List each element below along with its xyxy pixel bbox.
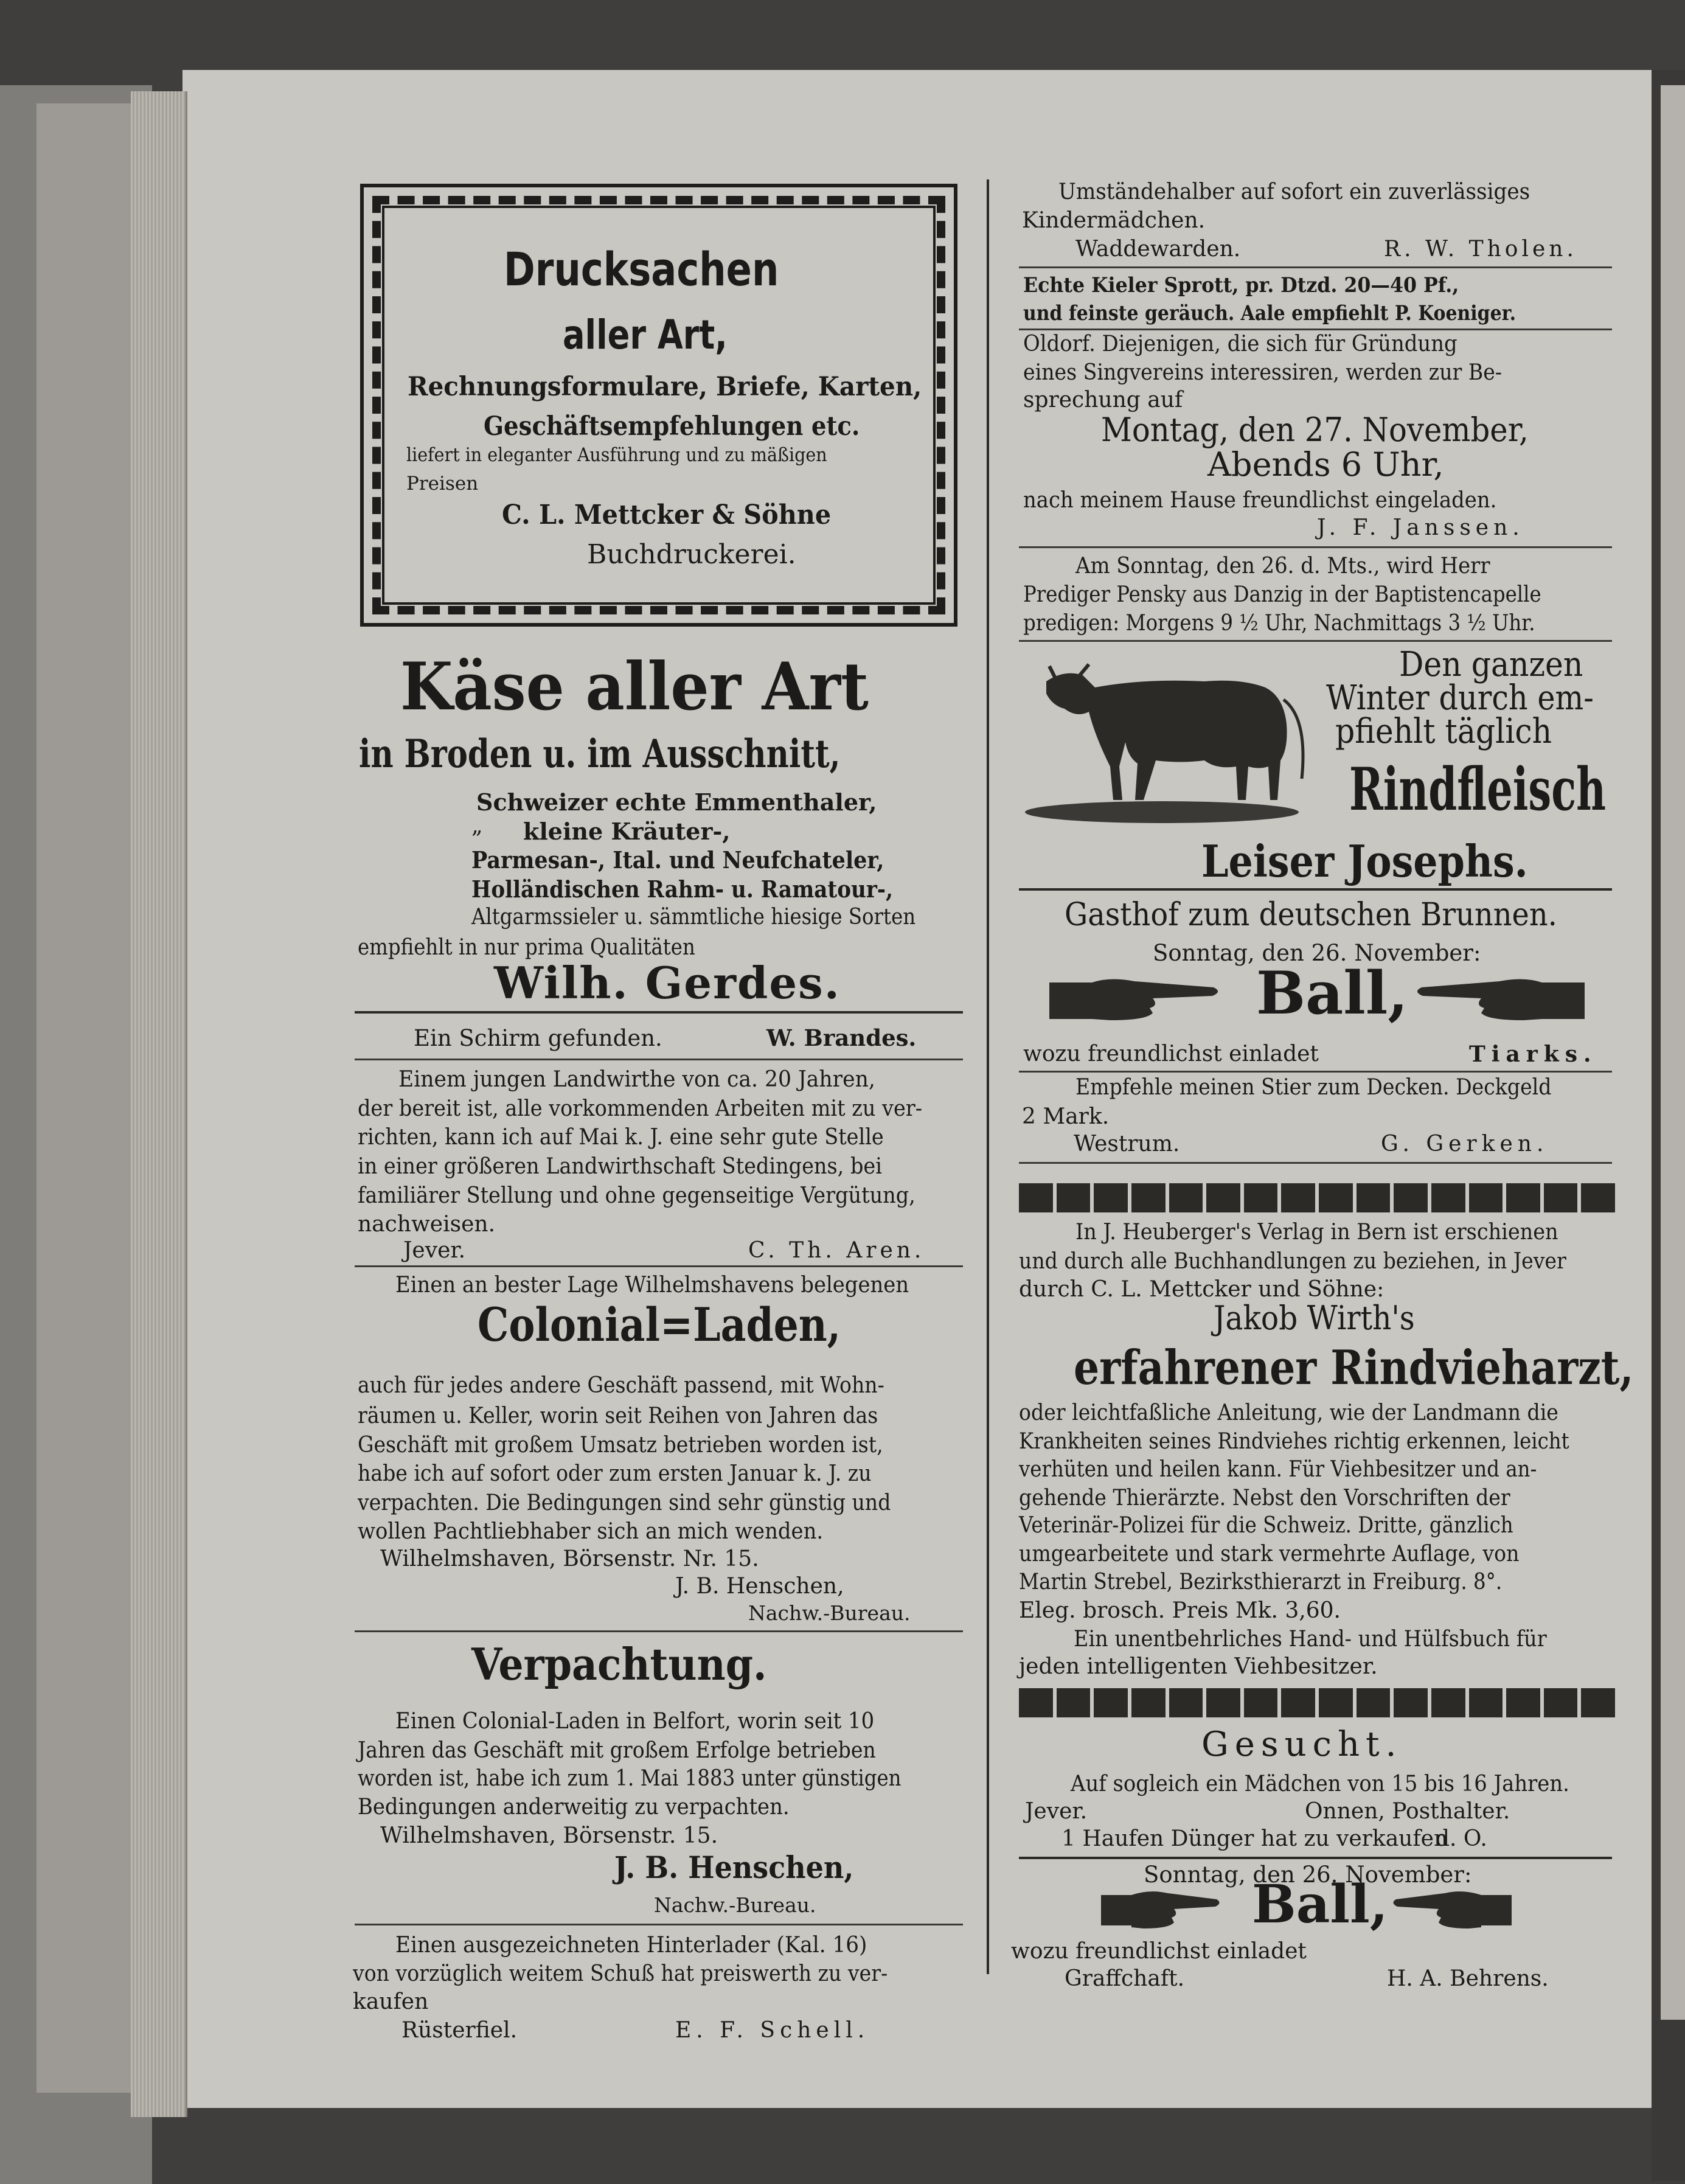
column-divider (987, 179, 989, 1974)
decorative-block-border-bottom (1019, 1688, 1615, 1717)
pointing-hand-right-icon (1101, 1886, 1223, 1935)
colonial-title: Colonial=Laden, (478, 1298, 841, 1352)
singverein-line4: nach meinem Hause freundlichst eingeladen. (1023, 488, 1497, 513)
verpachtung-line2: Jahren das Geschäft mit großem Erfolge betrieben (358, 1738, 876, 1763)
stier-place: Westrum. (1074, 1132, 1180, 1156)
kaese-title: Käse aller Art (400, 649, 869, 725)
stier-line1: Empfehle meinen Stier zum Decken. Deckgeld (1075, 1075, 1552, 1100)
ball2-name: H. A. Behrens. (1387, 1966, 1549, 1991)
landwirth-line6: nachweisen. (358, 1212, 496, 1237)
landwirth-line4: in einer größeren Landwirthschaft Stedingens, bei (358, 1154, 882, 1179)
gasthof-invite: wozu freundlichst einladet (1023, 1042, 1319, 1066)
landwirth-place: Jever. (403, 1238, 466, 1263)
separator (1019, 640, 1612, 642)
kaese-line4: Holländischen Rahm- u. Ramatour-, (471, 875, 894, 903)
drucksachen-firm: C. L. Mettcker & Söhne (502, 499, 832, 530)
separator (355, 1011, 963, 1014)
gasthof-date: Sonntag, den 26. November: (1153, 940, 1481, 966)
predigt-line3: predigen: Morgens 9 ½ Uhr, Nachmittags 3 ½ Uhr. (1023, 611, 1535, 636)
kaese-line6: empfiehlt in nur prima Qualitäten (358, 935, 695, 960)
verlag-line10: Martin Strebel, Bezirksthierarzt in Freiburg. 8°. (1019, 1570, 1503, 1595)
separator (1019, 329, 1612, 330)
colonial-line1: Einen an bester Lage Wilhelmshavens belegenen (395, 1273, 909, 1298)
kindermaedchen-place: Waddewarden. (1075, 237, 1241, 262)
colonial-line3: räumen u. Keller, worin seit Reihen von Jahren das (358, 1403, 878, 1428)
ball2-ball: Ball, (1252, 1874, 1388, 1935)
colonial-line6: verpachten. Die Bedingungen sind sehr günstig und (358, 1490, 891, 1515)
sprott-line2: und feinste geräuch. Aale empfiehlt P. Koeniger. (1023, 301, 1516, 325)
gasthof-name: Tiarks. (1469, 1042, 1597, 1067)
rind-title: Rindfleisch (1349, 755, 1606, 824)
verlag-line13: jeden intelligenten Viehbesitzer. (1019, 1654, 1378, 1679)
pointing-hand-left-icon (1414, 970, 1585, 1028)
gesucht-line2: 1 Haufen Dünger hat zu verkaufen (1061, 1826, 1448, 1851)
verlag-line2: und durch alle Buchhandlungen zu beziehen, in Jever (1019, 1249, 1566, 1274)
kaese-ditto: „ (471, 813, 483, 838)
schirm-name: W. Brandes. (766, 1024, 917, 1051)
kaese-subtitle: in Broden u. im Ausschnitt, (359, 731, 841, 777)
hinterlader-place: Rüsterfiel. (401, 2018, 518, 2043)
hinterlader-name: E. F. Schell. (675, 2018, 870, 2043)
colonial-line7: wollen Pachtliebhaber sich an mich wenden. (358, 1519, 824, 1544)
rind-line1: Den ganzen (1399, 645, 1583, 684)
drucksachen-line3: Rechnungsformulare, Briefe, Karten, (408, 372, 922, 402)
kaese-line1: Schweizer echte Emmenthaler, (476, 788, 877, 816)
verlag-line8: Veterinär-Polizei für die Schweiz. Dritte, gänzlich (1019, 1513, 1513, 1538)
hinterlader-line2: von vorzüglich weitem Schuß hat preiswerth zu ver- (353, 1961, 888, 1986)
drucksachen-title: Drucksachen (504, 242, 779, 296)
kaese-line3: Parmesan-, Ital. und Neufchateler, (471, 846, 884, 874)
kindermaedchen-line2: Kindermädchen. (1022, 208, 1206, 233)
landwirth-line3: richten, kann ich auf Mai k. J. eine sehr gute Stelle (358, 1125, 884, 1150)
ball2-place: Graffchaft. (1065, 1966, 1185, 1991)
separator (1019, 888, 1612, 891)
hinterlader-line1: Einen ausgezeichneten Hinterlader (Kal. 16) (395, 1933, 867, 1958)
gesucht-line2b: d. O. (1436, 1826, 1487, 1851)
ball2-invite: wozu freundlichst einladet (1011, 1939, 1307, 1964)
singverein-name: J. F. Janssen. (1317, 515, 1524, 540)
colonial-bureau: Nachw.-Bureau. (748, 1601, 911, 1625)
page-stack-edge (131, 91, 187, 2117)
gasthof-ball: Ball, (1256, 959, 1408, 1028)
separator (1019, 1162, 1612, 1164)
pointing-hand-right-icon (1049, 970, 1223, 1028)
singverein-time: Abends 6 Uhr, (1207, 445, 1444, 484)
verlag-line12: Ein unentbehrliches Hand- und Hülfsbuch für (1074, 1627, 1547, 1652)
verlag-line11: Eleg. brosch. Preis Mk. 3,60. (1019, 1598, 1341, 1623)
verlag-title: erfahrener Rindvieharzt, (1074, 1340, 1634, 1396)
kindermaedchen-name: R. W. Tholen. (1384, 237, 1577, 262)
separator (355, 1630, 963, 1632)
verpachtung-line3: worden ist, habe ich zum 1. Mai 1883 unter günstigen (358, 1766, 902, 1791)
drucksachen-line2: aller Art, (563, 311, 728, 358)
verpachtung-line5: Wilhelmshaven, Börsenstr. 15. (380, 1823, 718, 1848)
gesucht-name: Onnen, Posthalter. (1305, 1799, 1510, 1824)
separator (1019, 1071, 1612, 1073)
colonial-line2: auch für jedes andere Geschäft passend, mit Wohn- (358, 1373, 884, 1398)
predigt-line1: Am Sonntag, den 26. d. Mts., wird Herr (1075, 554, 1490, 579)
verpachtung-line1: Einen Colonial-Laden in Belfort, worin seit 10 (395, 1709, 875, 1734)
singverein-line2: eines Singvereins interessiren, werden zur Be- (1023, 360, 1503, 385)
colonial-line8: Wilhelmshaven, Börsenstr. Nr. 15. (380, 1546, 759, 1571)
gasthof-title: Gasthof zum deutschen Brunnen. (1065, 897, 1557, 933)
next-page-edge (1661, 85, 1685, 2020)
ball2-date: Sonntag, den 26. November: (1144, 1862, 1472, 1888)
rind-name: Leiser Josephs. (1201, 835, 1528, 887)
singverein-line1: Oldorf. Diejenigen, die sich für Gründung (1023, 332, 1457, 356)
gesucht-line1: Auf sogleich ein Mädchen von 15 bis 16 Jahren. (1071, 1772, 1569, 1796)
verlag-line5: Krankheiten seines Rindviehes richtig erkennen, leicht (1019, 1429, 1569, 1454)
pointing-hand-left-icon (1390, 1886, 1512, 1935)
verpachtung-line4: Bedingungen anderweitig zu verpachten. (358, 1795, 790, 1820)
verlag-line3: durch C. L. Mettcker und Söhne: (1019, 1277, 1384, 1302)
separator (1019, 266, 1612, 268)
hinterlader-line3: kaufen (353, 1989, 429, 2014)
rind-line3: pfiehlt täglich (1335, 712, 1552, 751)
verlag-line4: oder leichtfaßliche Anleitung, wie der Landmann die (1019, 1400, 1558, 1425)
sprott-line1: Echte Kieler Sprott, pr. Dtzd. 20—40 Pf., (1023, 273, 1459, 297)
separator (355, 1924, 963, 1925)
separator (355, 1059, 963, 1060)
verlag-line1: In J. Heuberger's Verlag in Bern ist erschienen (1075, 1220, 1558, 1245)
kaese-line2: kleine Kräuter-, (523, 818, 731, 845)
drucksachen-line5: liefert in eleganter Ausführung und zu mäßigen (406, 444, 827, 466)
gesucht-place: Jever. (1025, 1799, 1088, 1824)
verpachtung-name: J. B. Henschen, (614, 1849, 854, 1885)
schirm-text: Ein Schirm gefunden. (414, 1025, 662, 1051)
colonial-line4: Geschäft mit großem Umsatz betrieben worden ist, (358, 1433, 883, 1458)
drucksachen-line6: Preisen (406, 473, 479, 495)
verlag-line6: verhüten und heilen kann. Für Viehbesitzer und an- (1019, 1457, 1537, 1482)
landwirth-line5: familiärer Stellung und ohne gegenseitige Vergütung, (358, 1183, 915, 1208)
drucksachen-line8: Buchdruckerei. (587, 539, 796, 570)
landwirth-line1: Einem jungen Landwirthe von ca. 20 Jahren, (398, 1067, 875, 1092)
singverein-line3: sprechung auf (1023, 388, 1183, 412)
kaese-line5: Altgarmssieler u. sämmtliche hiesige Sorten (471, 905, 916, 930)
separator (355, 1265, 963, 1267)
predigt-line2: Prediger Pensky aus Danzig in der Baptistencapelle (1023, 582, 1541, 607)
gesucht-title: Gesucht. (1201, 1725, 1403, 1764)
cow-illustration-icon (1022, 645, 1314, 827)
verlag-line9: umgearbeitete und stark vermehrte Auflage, von (1019, 1542, 1520, 1567)
verpachtung-bureau: Nachw.-Bureau. (654, 1893, 816, 1917)
singverein-date: Montag, den 27. November, (1101, 411, 1529, 449)
stier-name: G. Gerken. (1381, 1132, 1549, 1156)
colonial-line5: habe ich auf sofort oder zum ersten Januar k. J. zu (358, 1461, 872, 1486)
verlag-line7: gehende Thierärzte. Nebst den Vorschriften der (1019, 1486, 1510, 1511)
separator (1019, 546, 1612, 548)
verlag-author: Jakob Wirth's (1214, 1299, 1415, 1337)
landwirth-name: C. Th. Aren. (748, 1238, 925, 1263)
kaese-signature: Wilh. Gerdes. (494, 957, 841, 1009)
stier-line2: 2 Mark. (1022, 1104, 1110, 1129)
decorative-block-border-top (1019, 1183, 1615, 1212)
separator (1019, 1857, 1612, 1859)
verpachtung-title: Verpachtung. (471, 1638, 767, 1690)
drucksachen-line4: Geschäftsempfehlungen etc. (484, 411, 860, 442)
colonial-name: J. B. Henschen, (675, 1574, 844, 1599)
landwirth-line2: der bereit ist, alle vorkommenden Arbeiten mit zu ver- (358, 1096, 923, 1121)
kindermaedchen-line1: Umständehalber auf sofort ein zuverlässiges (1058, 179, 1530, 204)
rind-line2: Winter durch em- (1326, 678, 1594, 718)
